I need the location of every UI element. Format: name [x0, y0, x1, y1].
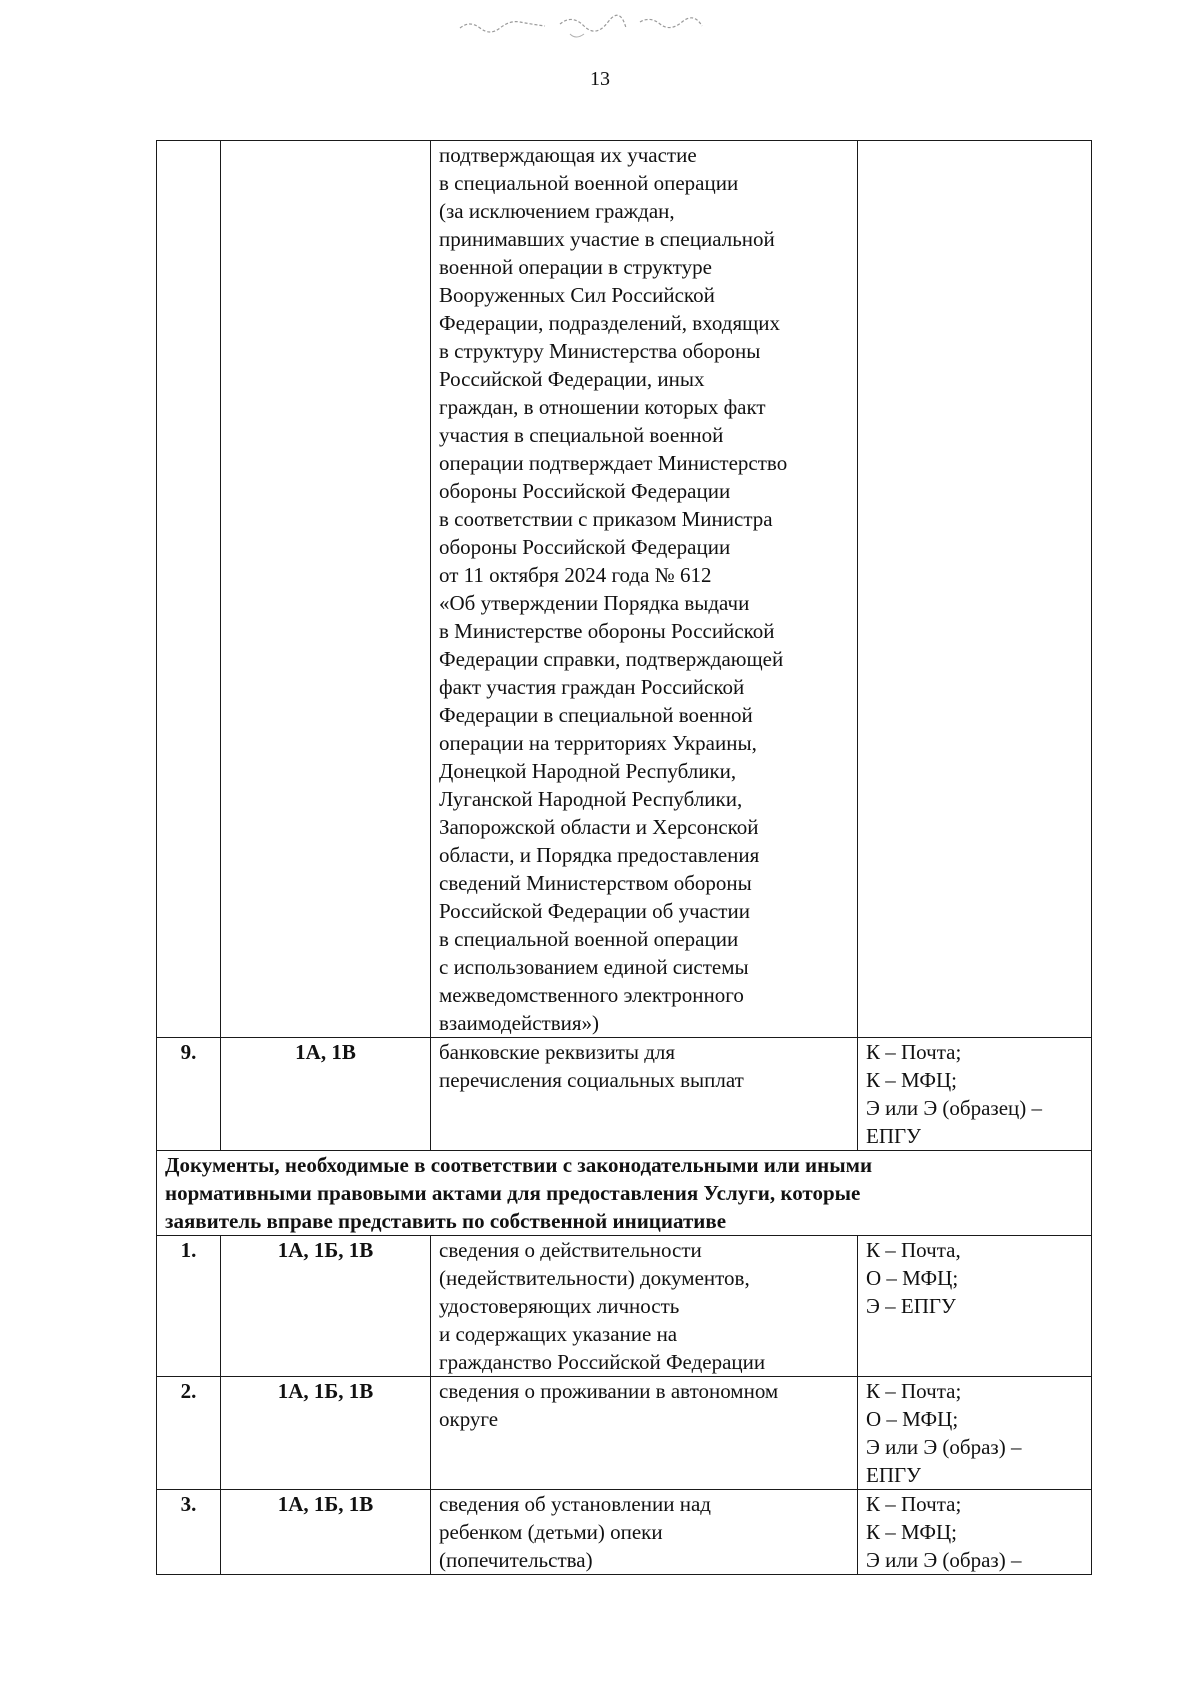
ways-line: К – Почта, [866, 1238, 961, 1262]
ways-cell [858, 1038, 1092, 1151]
document-line: военной операции в структуре [439, 255, 712, 279]
document-line: в структуру Министерства обороны [439, 339, 761, 363]
num-cell [157, 141, 221, 1038]
document-line: подтверждающая их участие [439, 143, 697, 167]
document-line: перечисления социальных выплат [439, 1068, 744, 1092]
document-cell [431, 141, 858, 1038]
document-line: граждан, в отношении которых факт [439, 395, 766, 419]
ways-line: К – Почта; [866, 1492, 962, 1516]
document-line: факт участия граждан Российской [439, 675, 745, 699]
category-cell: 1А, 1Б, 1В [221, 1377, 431, 1490]
num-cell: 9. [157, 1038, 221, 1151]
ways-cell [858, 141, 1092, 1038]
ways-line: К – Почта; [866, 1379, 962, 1403]
section-header-line: Документы, необходимые в соответствии с законодательными или иными [165, 1153, 873, 1177]
ways-line: Э или Э (образ) – [866, 1435, 1022, 1459]
document-line: «Об утверждении Порядка выдачи [439, 591, 750, 615]
document-line: Луганской Народной Республики, [439, 787, 743, 811]
ways-line: К – Почта; [866, 1040, 962, 1064]
num-cell: 1. [157, 1236, 221, 1377]
category-cell: 1А, 1Б, 1В [221, 1236, 431, 1377]
document-line: сведений Министерством обороны [439, 871, 752, 895]
table-row-3 [157, 1490, 1092, 1575]
document-line: межведомственного электронного [439, 983, 744, 1007]
document-line: Донецкой Народной Республики, [439, 759, 737, 783]
ways-line: О – МФЦ; [866, 1266, 959, 1290]
document-line: взаимодействия») [439, 1011, 600, 1035]
document-line: Российской Федерации об участии [439, 899, 750, 923]
document-line: и содержащих указание на [439, 1322, 678, 1346]
document-line: операции на территориях Украины, [439, 731, 757, 755]
document-line: обороны Российской Федерации [439, 535, 731, 559]
ways-line: ЕПГУ [866, 1463, 922, 1487]
document-line: в Министерстве обороны Российской [439, 619, 775, 643]
document-line: в специальной военной операции [439, 927, 739, 951]
category-cell: 1А, 1В [221, 1038, 431, 1151]
ways-line: К – МФЦ; [866, 1520, 957, 1544]
document-cell [431, 1377, 858, 1490]
ways-line: ЕПГУ [866, 1124, 922, 1148]
document-line: операции подтверждает Министерство [439, 451, 788, 475]
section-header-line: заявитель вправе представить по собственной инициативе [165, 1209, 727, 1233]
document-line: в соответствии с приказом Министра [439, 507, 773, 531]
ways-cell [858, 1377, 1092, 1490]
ways-cell [858, 1490, 1092, 1575]
document-line: сведения об установлении над [439, 1492, 711, 1516]
document-line: Федерации справки, подтверждающей [439, 647, 784, 671]
table-row-continued [157, 141, 1092, 1038]
section-header [157, 1151, 1092, 1236]
table-row-1 [157, 1236, 1092, 1377]
document-line: удостоверяющих личность [439, 1294, 680, 1318]
document-line: с использованием единой системы [439, 955, 749, 979]
num-cell: 3. [157, 1490, 221, 1575]
document-cell [431, 1236, 858, 1377]
ways-line: О – МФЦ; [866, 1407, 959, 1431]
document-line: Федерации, подразделений, входящих [439, 311, 781, 335]
document-line: ребенком (детьми) опеки [439, 1520, 663, 1544]
document-line: Запорожской области и Херсонской [439, 815, 759, 839]
document-line: банковские реквизиты для [439, 1040, 676, 1064]
ways-line: Э – ЕПГУ [866, 1294, 956, 1318]
document-line: сведения о проживании в автономном [439, 1379, 779, 1403]
ways-cell [858, 1236, 1092, 1377]
table-row-2 [157, 1377, 1092, 1490]
document-line: участия в специальной военной [439, 423, 724, 447]
ways-line: Э или Э (образец) – [866, 1096, 1043, 1120]
document-line: области, и Порядка предоставления [439, 843, 760, 867]
document-line: (недействительности) документов, [439, 1266, 750, 1290]
stamp-scribble [450, 4, 750, 44]
category-cell: 1А, 1Б, 1В [221, 1490, 431, 1575]
document-line: Российской Федерации, иных [439, 367, 705, 391]
document-line: сведения о действительности [439, 1238, 702, 1262]
document-line: в специальной военной операции [439, 171, 739, 195]
category-cell [221, 141, 431, 1038]
document-line: обороны Российской Федерации [439, 479, 731, 503]
documents-table [156, 140, 1092, 1575]
document-line: округе [439, 1407, 499, 1431]
document-line: (попечительства) [439, 1548, 593, 1572]
section-header-row [157, 1151, 1092, 1236]
document-cell [431, 1490, 858, 1575]
document-line: (за исключением граждан, [439, 199, 675, 223]
num-cell: 2. [157, 1377, 221, 1490]
section-header-line: нормативными правовыми актами для предоставления Услуги, которые [165, 1181, 861, 1205]
document-line: Вооруженных Сил Российской [439, 283, 715, 307]
page-number: 13 [590, 68, 610, 90]
ways-line: К – МФЦ; [866, 1068, 957, 1092]
table-row-9 [157, 1038, 1092, 1151]
document-cell [431, 1038, 858, 1151]
document-line: принимавших участие в специальной [439, 227, 775, 251]
document-line: от 11 октября 2024 года № 612 [439, 563, 712, 587]
document-line: Федерации в специальной военной [439, 703, 753, 727]
document-line: гражданство Российской Федерации [439, 1350, 766, 1374]
ways-line: Э или Э (образ) – [866, 1548, 1022, 1572]
